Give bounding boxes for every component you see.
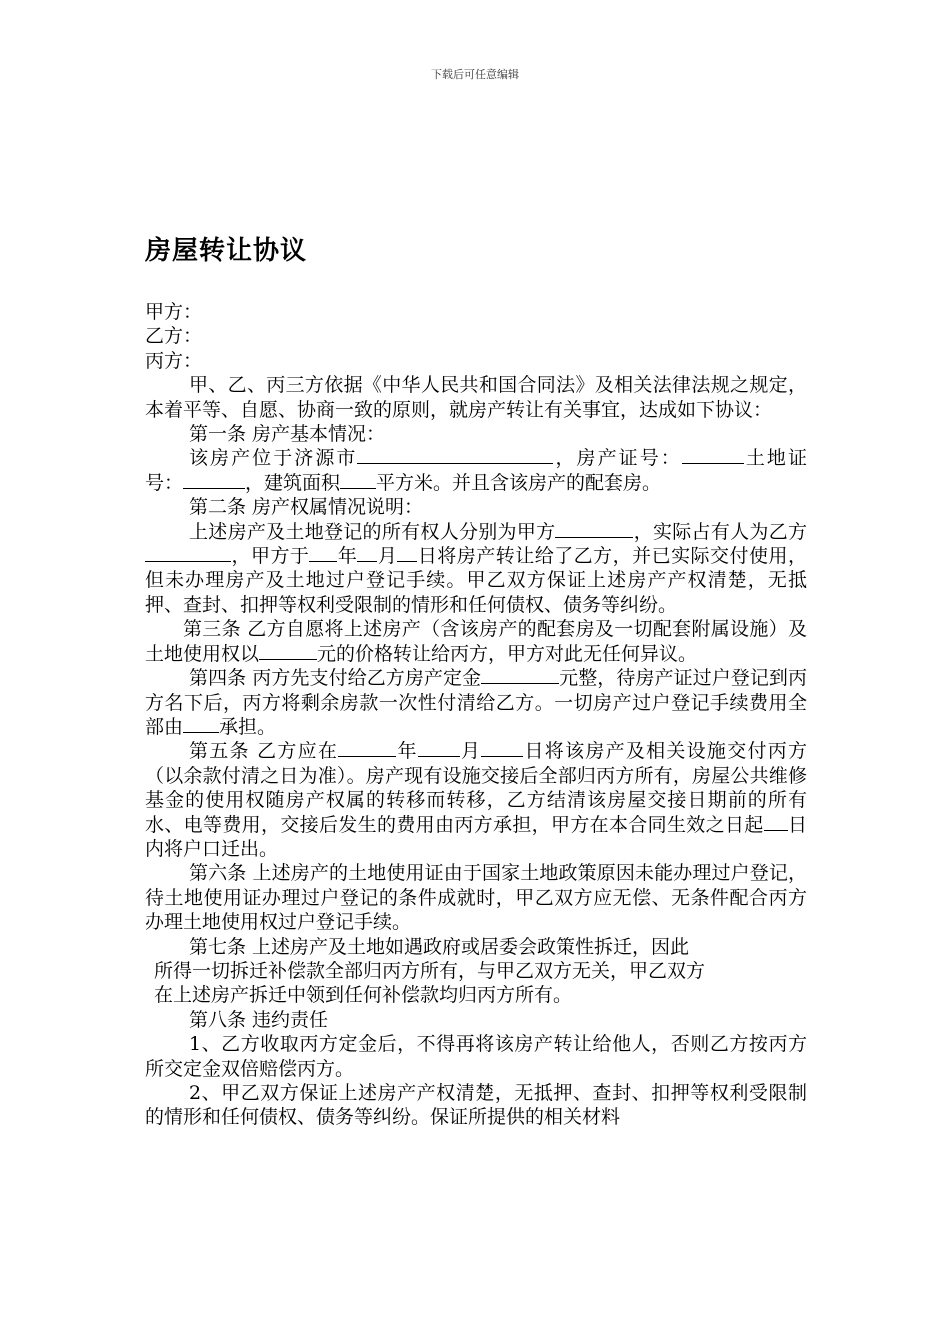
handover-year-blank[interactable] xyxy=(338,739,396,757)
month-blank[interactable] xyxy=(357,544,377,562)
article-5-text: 月 xyxy=(459,740,482,763)
article-1-text: ，房产证号： xyxy=(553,447,682,470)
article-2-text: ，甲方于 xyxy=(231,545,310,568)
article-1-text: 土地证号： xyxy=(145,447,807,494)
property-cert-blank[interactable] xyxy=(682,446,744,464)
price-blank[interactable] xyxy=(259,642,317,660)
article-7-line-3: 在上述房产拆迁中领到任何补偿款均归丙方所有。 xyxy=(154,984,573,1007)
article-4-text: 第四条 丙方先支付给乙方房产定金 xyxy=(189,667,482,690)
article-3-text: 元的价格转让给丙方，甲方对此无任何异议。 xyxy=(317,642,698,665)
article-4-text: 承担。 xyxy=(219,715,277,738)
article-3-text: 第三条 乙方自愿将上述房产（含该房产的配套房及一切配套附属设施）及土地使用权以 xyxy=(145,618,807,665)
article-5-text: 第五条 乙方应在 xyxy=(189,740,339,763)
article-5-paragraph xyxy=(145,739,807,861)
article-2-text: 日将房产转让给了乙方，并已实际交付使用，但未办理房产及土地过户登记手续。甲乙双方保证上述房产产权清楚，无抵押、查封、扣押等权利受限制的情形和任何债权、债务等纠纷。 xyxy=(145,545,807,616)
party-a-label: 甲方： xyxy=(145,301,203,323)
article-2-paragraph xyxy=(145,520,807,618)
hukou-days-blank[interactable] xyxy=(764,813,788,831)
article-2-heading: 第二条 房产权属情况说明： xyxy=(189,496,424,519)
deposit-blank[interactable] xyxy=(481,666,559,684)
occupant-blank[interactable] xyxy=(145,544,231,562)
party-b-label: 乙方： xyxy=(145,325,203,348)
handover-day-blank[interactable] xyxy=(481,739,523,757)
area-blank[interactable] xyxy=(340,471,376,489)
article-1-text: 平方米。并且含该房产的配套房。 xyxy=(376,471,662,494)
article-8-item-2: 2、甲乙双方保证上述房产产权清楚，无抵押、查封、扣押等权利受限制的情形和任何债权、债务等纠纷。保证所提供的相关材料 xyxy=(145,1082,807,1129)
day-blank[interactable] xyxy=(397,544,417,562)
intro-paragraph: 甲、乙、丙三方依据《中华人民共和国合同法》及相关法律法规之规定，本着平等、自愿、协商一致的原则，就房产转让有关事宜，达成如下协议： xyxy=(145,374,807,421)
year-blank[interactable] xyxy=(309,544,337,562)
page-header-note: 下载后可任意编辑 xyxy=(431,68,519,81)
land-cert-blank[interactable] xyxy=(183,471,245,489)
article-2-text: 年 xyxy=(337,545,358,568)
location-blank[interactable] xyxy=(357,446,553,464)
article-5-text: 日内将户口迁出。 xyxy=(145,813,807,860)
article-6-paragraph: 第六条 上述房产的土地使用证由于国家土地政策原因未能办理过户登记，待土地使用证办理过户登记的条件成就时，甲乙双方应无偿、无条件配合丙方办理土地使用权过户登记手续。 xyxy=(145,862,807,934)
article-2-text: 上述房产及土地登记的所有权人分别为甲方 xyxy=(189,520,556,543)
article-1-text: 该房产位于济源市 xyxy=(189,447,358,470)
article-1-paragraph xyxy=(145,446,807,495)
article-1-text: ，建筑面积 xyxy=(245,471,341,494)
article-5-text: 年 xyxy=(396,740,418,763)
article-7-line-2: 所得一切拆迁补偿款全部归丙方所有，与甲乙双方无关，甲乙双方 xyxy=(154,959,706,982)
fee-payer-blank[interactable] xyxy=(183,715,219,733)
party-c-label: 丙方： xyxy=(145,349,203,372)
document-title: 房屋转让协议 xyxy=(145,236,308,266)
article-5-text: 日将该房产及相关设施交付丙方（以余款付清之日为准）。房产现有设施交接后全部归丙方所有，房屋公共维修基金的使用权随房产权属的转移而转移，乙方结清该房屋交接日期前的所有水、电等费用，交接后发生的费用由丙方承担，甲方在本合同生效之日起 xyxy=(145,740,807,836)
article-4-paragraph xyxy=(145,666,807,739)
document-body xyxy=(145,300,807,1130)
article-2-text: ，实际占有人为乙方 xyxy=(633,520,807,543)
article-1-heading: 第一条 房产基本情况： xyxy=(189,423,386,446)
article-2-text: 月 xyxy=(377,545,398,568)
article-8-heading: 第八条 违约责任 xyxy=(189,1008,329,1031)
handover-month-blank[interactable] xyxy=(418,739,460,757)
owner-blank[interactable] xyxy=(555,520,633,538)
article-8-item-1: 1、乙方收取丙方定金后，不得再将该房产转让给他人，否则乙方按丙方所交定金双倍赔偿丙方。 xyxy=(145,1033,807,1080)
article-7-line-1: 第七条 上述房产及土地如遇政府或居委会政策性拆迁，因此 xyxy=(189,935,690,958)
article-3-paragraph xyxy=(145,617,807,666)
article-4-text: 元整，待房产证过户登记到丙方名下后，丙方将剩余房款一次性付清给乙方。一切房产过户登记手续费用全部由 xyxy=(145,667,807,738)
